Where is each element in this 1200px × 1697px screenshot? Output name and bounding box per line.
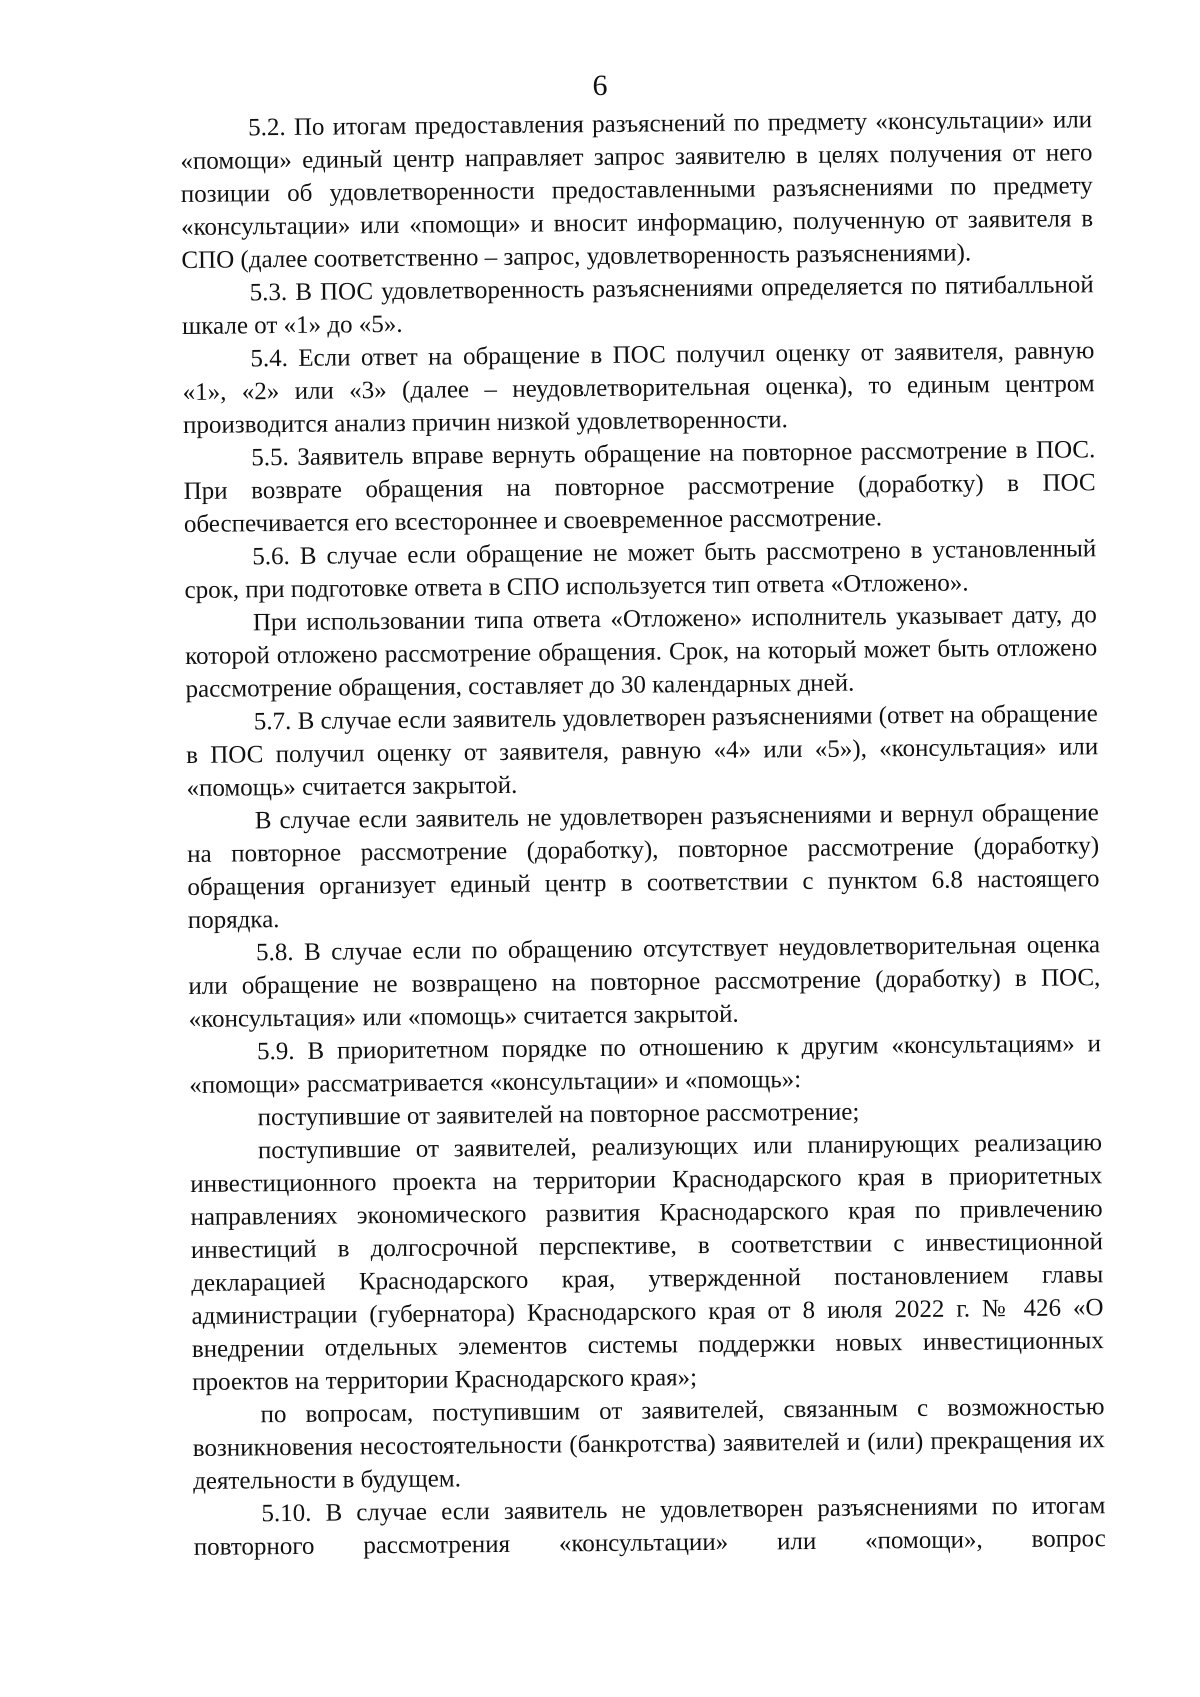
paragraph-5-6: 5.6. В случае если обращение не может быть рассмотрено в установленный срок, при подготовке ответа в СПО используется тип ответа «Отложено». [184,535,1097,604]
paragraph-5-3: 5.3. В ПОС удовлетворенность разъяснениями определяется по пятибалльной шкале от «1» до «5». [181,271,1094,340]
paragraph-5-7: 5.7. В случае если заявитель удовлетворен разъяснениями (ответ на обращение в ПОС получил оценку от заявителя, равную «4» или «5»), «консультация» или «помощь» считается закрытой. [186,700,1099,802]
paragraph-5-5: 5.5. Заявитель вправе вернуть обращение на повторное рассмотрение в ПОС. При возврате обращения на повторное рассмотрение (доработку) в ПОС обеспечивается его всестороннее и своевременное рассмотрение. [183,436,1096,538]
list-item-repeat-review: поступившие от заявителей на повторное рассмотрение; [257,1098,860,1132]
paragraph-5-8: 5.8. В случае если по обращению отсутствует неудовлетворительная оценка или обращение не возвращено на повторное рассмотрение (доработку) в ПОС, «консультация» или «помощь» считается закрытой. [188,931,1101,1033]
paragraph-postponed-note: При использовании типа ответа «Отложено» исполнитель указывает дату, до которой отложено рассмотрение обращения. Срок, на который может быть отложено рассмотрение обращения, составляет до 30 календарных дней. [185,601,1098,703]
document-body [180,103,1106,1564]
paragraph-5-4: 5.4. Если ответ на обращение в ПОС получил оценку от заявителя, равную «1», «2» или «3» (далее – неудовлетворительная оценка), то единым центром производится анализ причин низкой удовлетворенности. [182,337,1095,439]
list-item-investment-projects: поступившие от заявителей, реализующих или планирующих реализацию инвестиционного проекта на территории Краснодарского края в приоритетных направлениях экономического развития Краснодарского края по привлечению инвестиций в долгосрочной перспективе, в соответствии с инвестиционной декларацией Краснодарского края, утвержденной постановлением главы администрации (губернатора) Краснодарского края от 8 июля 2022 г. № 426 «О внедрении отдельных элементов системы поддержки новых инвестиционных проектов на территории Краснодарского края»; [190,1129,1104,1396]
paragraph-5-10: 5.10. В случае если заявитель не удовлетворен разъяснениями по итогам повторного рассмотрения «консультации» или «помощи», вопрос [193,1492,1106,1561]
paragraph-5-9: 5.9. В приоритетном порядке по отношению к другим «консультациям» и «помощи» рассматривается «консультации» и «помощь»: [189,1030,1102,1099]
paragraph-5-2: 5.2. По итогам предоставления разъяснений по предмету «консультации» или «помощи» единый центр направляет запрос заявителю в целях получения от него позиции об удовлетворенности предоставленными разъяснениями по предмету «консультации» или «помощи» и вносит информацию, полученную от заявителя в СПО (далее соответственно – запрос, удовлетворенность разъяснениями). [180,106,1094,274]
list-item-bankruptcy: по вопросам, поступившим от заявителей, связанным с возможностью возникновения несостоятельности (банкротства) заявителей и (или) прекращения их деятельности в будущем. [192,1393,1105,1495]
page-number: 6 [592,69,608,102]
paragraph-not-satisfied: В случае если заявитель не удовлетворен разъяснениями и вернул обращение на повторное рассмотрение (доработку), повторное рассмотрение (доработку) обращения организует единый центр в соответствии с пунктом 6.8 настоящего порядка. [186,799,1100,934]
